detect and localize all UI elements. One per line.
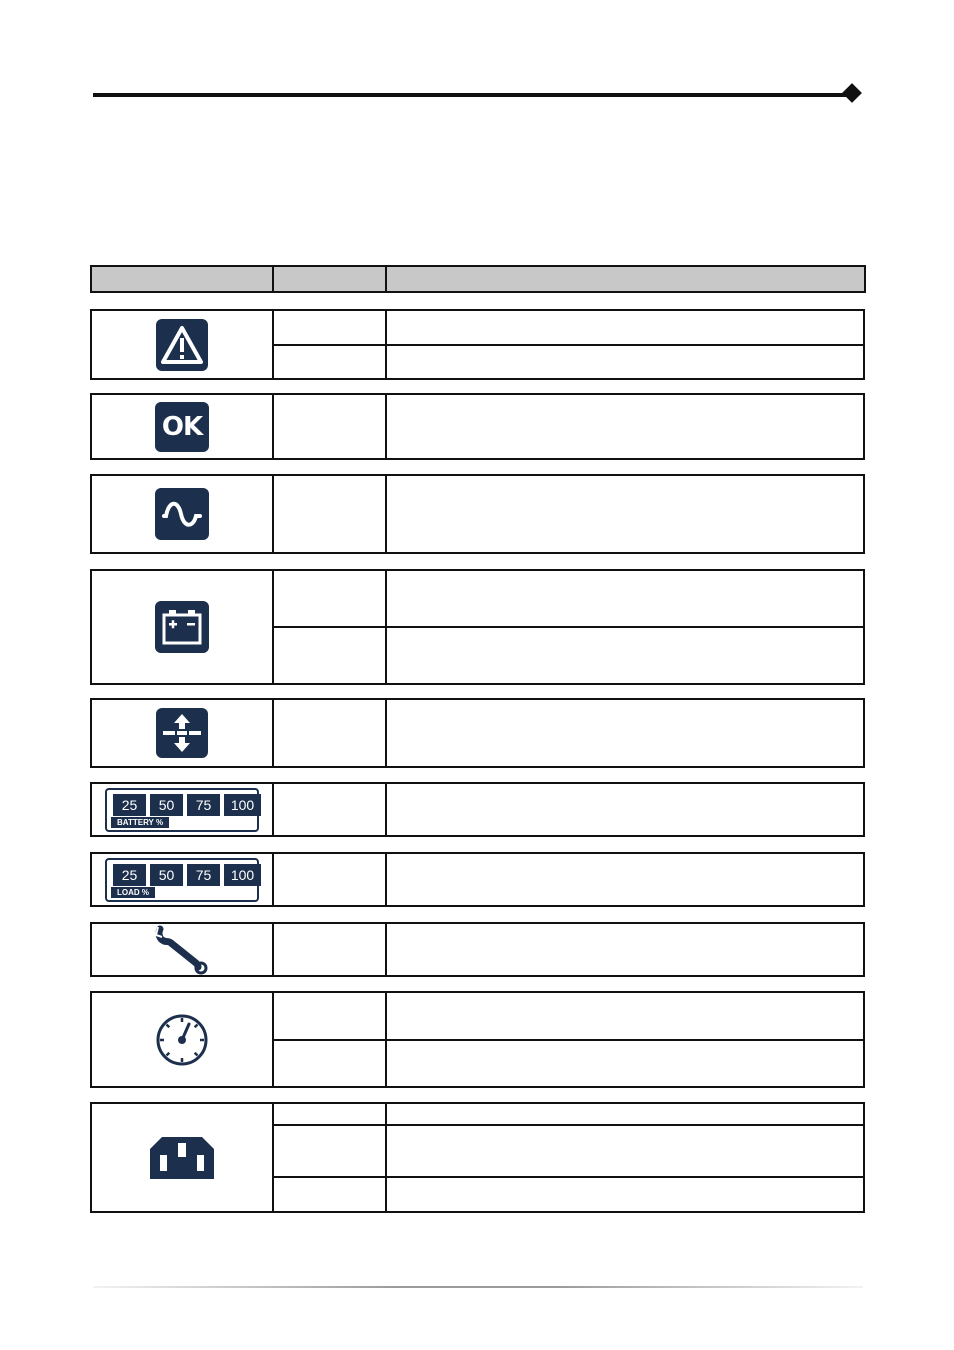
- table-row-warning: [90, 309, 865, 380]
- icon-cell: [92, 854, 274, 905]
- table-row: [274, 344, 863, 379]
- bypass-arrows-icon: [156, 708, 208, 758]
- table-row-bypass: [90, 698, 865, 768]
- load-level-cell: 100: [224, 864, 261, 886]
- power-outlet-icon: [148, 1135, 216, 1181]
- table-row: [274, 993, 863, 1039]
- table-row-ac-input: [90, 474, 865, 554]
- table-row-timer: [90, 991, 865, 1088]
- table-row: [274, 784, 863, 835]
- icon-cell: [92, 1104, 274, 1211]
- icon-cell: [92, 571, 274, 683]
- battery-level-cell: 75: [187, 794, 220, 816]
- battery-icon: [155, 601, 209, 653]
- icon-cell: [92, 395, 274, 458]
- table-row: [274, 476, 863, 552]
- header-cell-status: [274, 267, 387, 291]
- icon-cell: [92, 784, 274, 835]
- table-row-maintenance: [90, 922, 865, 977]
- battery-level-cell: 100: [224, 794, 261, 816]
- header-cell-icon: [92, 267, 274, 291]
- icon-cell: [92, 924, 274, 975]
- table-row: [274, 700, 863, 766]
- table-row-ok: [90, 393, 865, 460]
- table-row: [274, 854, 863, 905]
- table-row: [274, 626, 863, 683]
- battery-level-cell: 50: [150, 794, 183, 816]
- footer-rule: [93, 1286, 863, 1288]
- battery-level-bar-icon: [105, 788, 259, 832]
- load-level-cell: 50: [150, 864, 183, 886]
- clock-icon: [154, 1012, 210, 1068]
- battery-level-label: BATTERY %: [111, 817, 169, 828]
- icon-cell: [92, 476, 274, 552]
- table-row: [274, 311, 863, 344]
- icon-cell: [92, 993, 274, 1086]
- table-row-load-level: [90, 852, 865, 907]
- table-row-battery: [90, 569, 865, 685]
- header-cell-description: [387, 267, 864, 291]
- ok-icon: [155, 402, 209, 452]
- load-level-label: LOAD %: [111, 887, 155, 898]
- table-row-battery-level: [90, 782, 865, 837]
- icon-cell: [92, 311, 274, 378]
- wrench-icon: [152, 925, 212, 975]
- table-row: [274, 924, 863, 975]
- top-rule-diamond: [842, 83, 862, 103]
- ok-icon-label: OK: [161, 411, 203, 442]
- icon-cell: [92, 700, 274, 766]
- load-level-cell: 25: [113, 864, 146, 886]
- table-row: [274, 1104, 863, 1124]
- top-rule: [93, 93, 850, 97]
- battery-level-cell: 25: [113, 794, 146, 816]
- table-row: [274, 1039, 863, 1087]
- table-row: [274, 1124, 863, 1176]
- table-row: [274, 395, 863, 458]
- table-row: [274, 571, 863, 626]
- load-level-bar-icon: [105, 858, 259, 902]
- warning-triangle-icon: [156, 319, 208, 371]
- table-header: [90, 265, 866, 293]
- sine-wave-icon: [155, 488, 209, 540]
- table-row-output: [90, 1102, 865, 1213]
- table-row: [274, 1176, 863, 1211]
- load-level-cell: 75: [187, 864, 220, 886]
